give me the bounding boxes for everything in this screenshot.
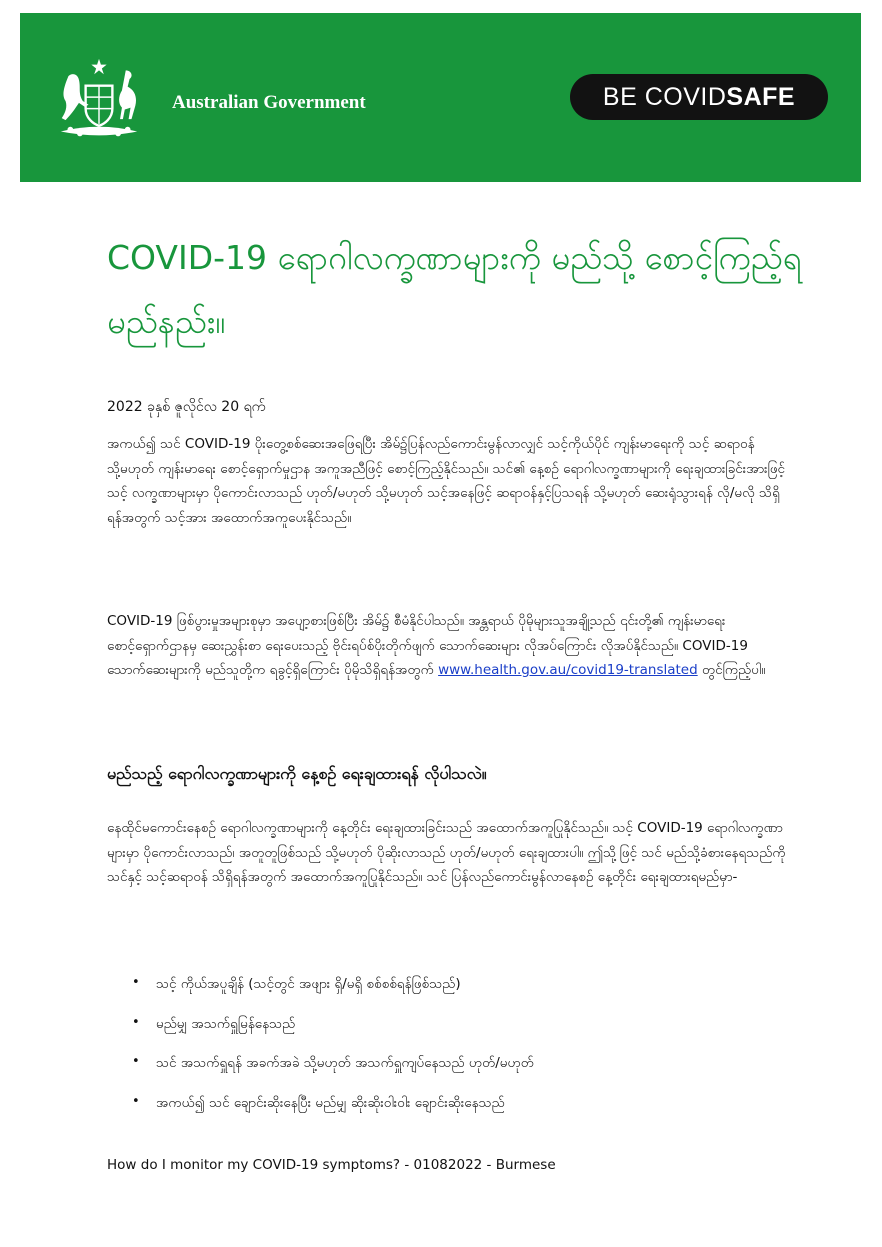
list-item-text: မည်မျှ အသက်ရှူမြန်နေသည်	[156, 1015, 296, 1032]
government-banner	[20, 13, 861, 182]
intro-paragraph: အကယ်၍ သင် COVID-19 ပိုးတွေ့စစ်ဆေးအဖြေရပြီး အိမ်၌ပြန်လည်ကောင်းမွန်လာလျှင် သင့်ကိုယ်ပိုင် ကျန်းမာရေးကို သင့် ဆရာဝန် သို့မဟုတ် ကျန်းမာရေး စောင့်ရှောက်မှုဌာန အကူအညီဖြင့် စောင့်ကြည့်နိုင်သည်။ သင်၏ နေ့စဉ် ရောဂါလက္ခဏာများကို ရေးချထားခြင်းအားဖြင့် သင့် လက္ခဏာများမှာ ပိုကောင်းလာသည် ဟုတ်/မဟုတ် သို့မဟုတ် သင့်အနေဖြင့် ဆရာဝန်နှင့်ပြသရန် သို့မဟုတ် ဆေးရုံသွားရန် လို/မလို သိရှိရန်အတွက် သင့်အား အထောက်အကူပေးနိုင်သည်။	[107, 436, 786, 526]
mild-cases-text-end: တွင်ကြည့်ပါ။	[697, 662, 766, 678]
bullet-icon: •	[132, 1093, 140, 1109]
campaign-suffix: SAFE	[726, 82, 796, 111]
page-title: COVID-19 ရောဂါလက္ခဏာများကို မည်သို့ စောင့်ကြည့်ရမည်နည်း။	[107, 238, 802, 341]
coat-of-arms-icon	[50, 57, 148, 143]
campaign-prefix: BE COVID	[602, 82, 727, 111]
bullet-icon: •	[132, 1054, 140, 1069]
list-item-text: သင့် ကိုယ်အပူချိန် (သင့်တွင် အဖျား ရှိ/မရှိ စစ်စစ်ရန်ဖြစ်သည်)	[156, 976, 461, 992]
list-item	[132, 1094, 534, 1134]
daily-record-paragraph: နေထိုင်မကောင်းနေစဉ် ရောဂါလက္ခဏာများကို နေ့တိုင်း ရေးချထားခြင်းသည် အထောက်အကူပြုနိုင်သည်။ သင့် COVID-19 ရောဂါလက္ခဏာများမှာ ပိုကောင်းလာသည်၊ အတူတူဖြစ်သည် သို့မဟုတ် ပိုဆိုးလာသည် ဟုတ်/မဟုတ် ရေးချထားပါ။ ဤသို့ဖြင့် သင် မည်သို့ခံစားနေရသည်ကို သင်နှင့် သင့်ဆရာဝန် သိရှိရန်အတွက် အထောက်အကူပြုနိုင်သည်။ သင် ပြန်လည်ကောင်းမွန်လာနေစဉ် နေ့တိုင်း ရေးချထားရမည်မှာ-	[107, 820, 786, 885]
government-name: Australian Government	[172, 92, 366, 113]
bullet-icon: •	[132, 1014, 140, 1030]
symptom-list	[132, 975, 534, 1133]
mild-cases-paragraph	[107, 609, 787, 683]
list-item	[132, 1015, 534, 1055]
mild-cases-text: COVID-19 ဖြစ်ပွားမှုအများစုမှာ အပျော့စားဖြစ်ပြီး အိမ်၌ စီမံနိုင်ပါသည်။ အန္တရာယ် ပိုမိုများသူအချို့သည် ၎င်းတို့၏ ကျန်းမာရေးစောင့်ရှောက်ဌာနမှ ဆေးညွှန်းစာ ရေးပေးသည့် ဗိုင်းရပ်စ်ပိုးတိုက်ဖျက် သောက်ဆေးများ လိုအပ်ကြောင်း လိုအပ်နိုင်သည်။ COVID-19 သောက်ဆေးများကို မည်သူတို့က ရခွင့်ရှိကြောင်း ပိုမိုသိရှိရန်အတွက်	[107, 613, 748, 678]
list-item-text: သင် အသက်ရှူရန် အခက်အခဲ သို့မဟုတ် အသက်ရှူကျပ်နေသည် ဟုတ်/မဟုတ်	[156, 1055, 534, 1071]
be-covidsafe-logo	[570, 74, 828, 120]
bullet-icon: •	[132, 975, 140, 990]
publication-date: 2022 ခုနှစ် ဇူလိုင်လ 20 ရက်	[107, 399, 266, 415]
list-item	[132, 975, 534, 1015]
page-footer: How do I monitor my COVID-19 symptoms? - 01082022 - Burmese	[107, 1157, 556, 1173]
list-item	[132, 1054, 534, 1094]
section-heading: မည်သည့် ရောဂါလက္ခဏာများကို နေ့စဉ် ရေးချထားရန် လိုပါသလဲ။	[107, 764, 487, 783]
list-item-text: အကယ်၍ သင် ချောင်းဆိုးနေပြီး မည်မျှ ဆိုးဆိုးဝါးဝါး ချောင်းဆိုးနေသည်	[156, 1094, 505, 1111]
health-translated-link[interactable]: www.health.gov.au/covid19-translated	[438, 662, 698, 678]
